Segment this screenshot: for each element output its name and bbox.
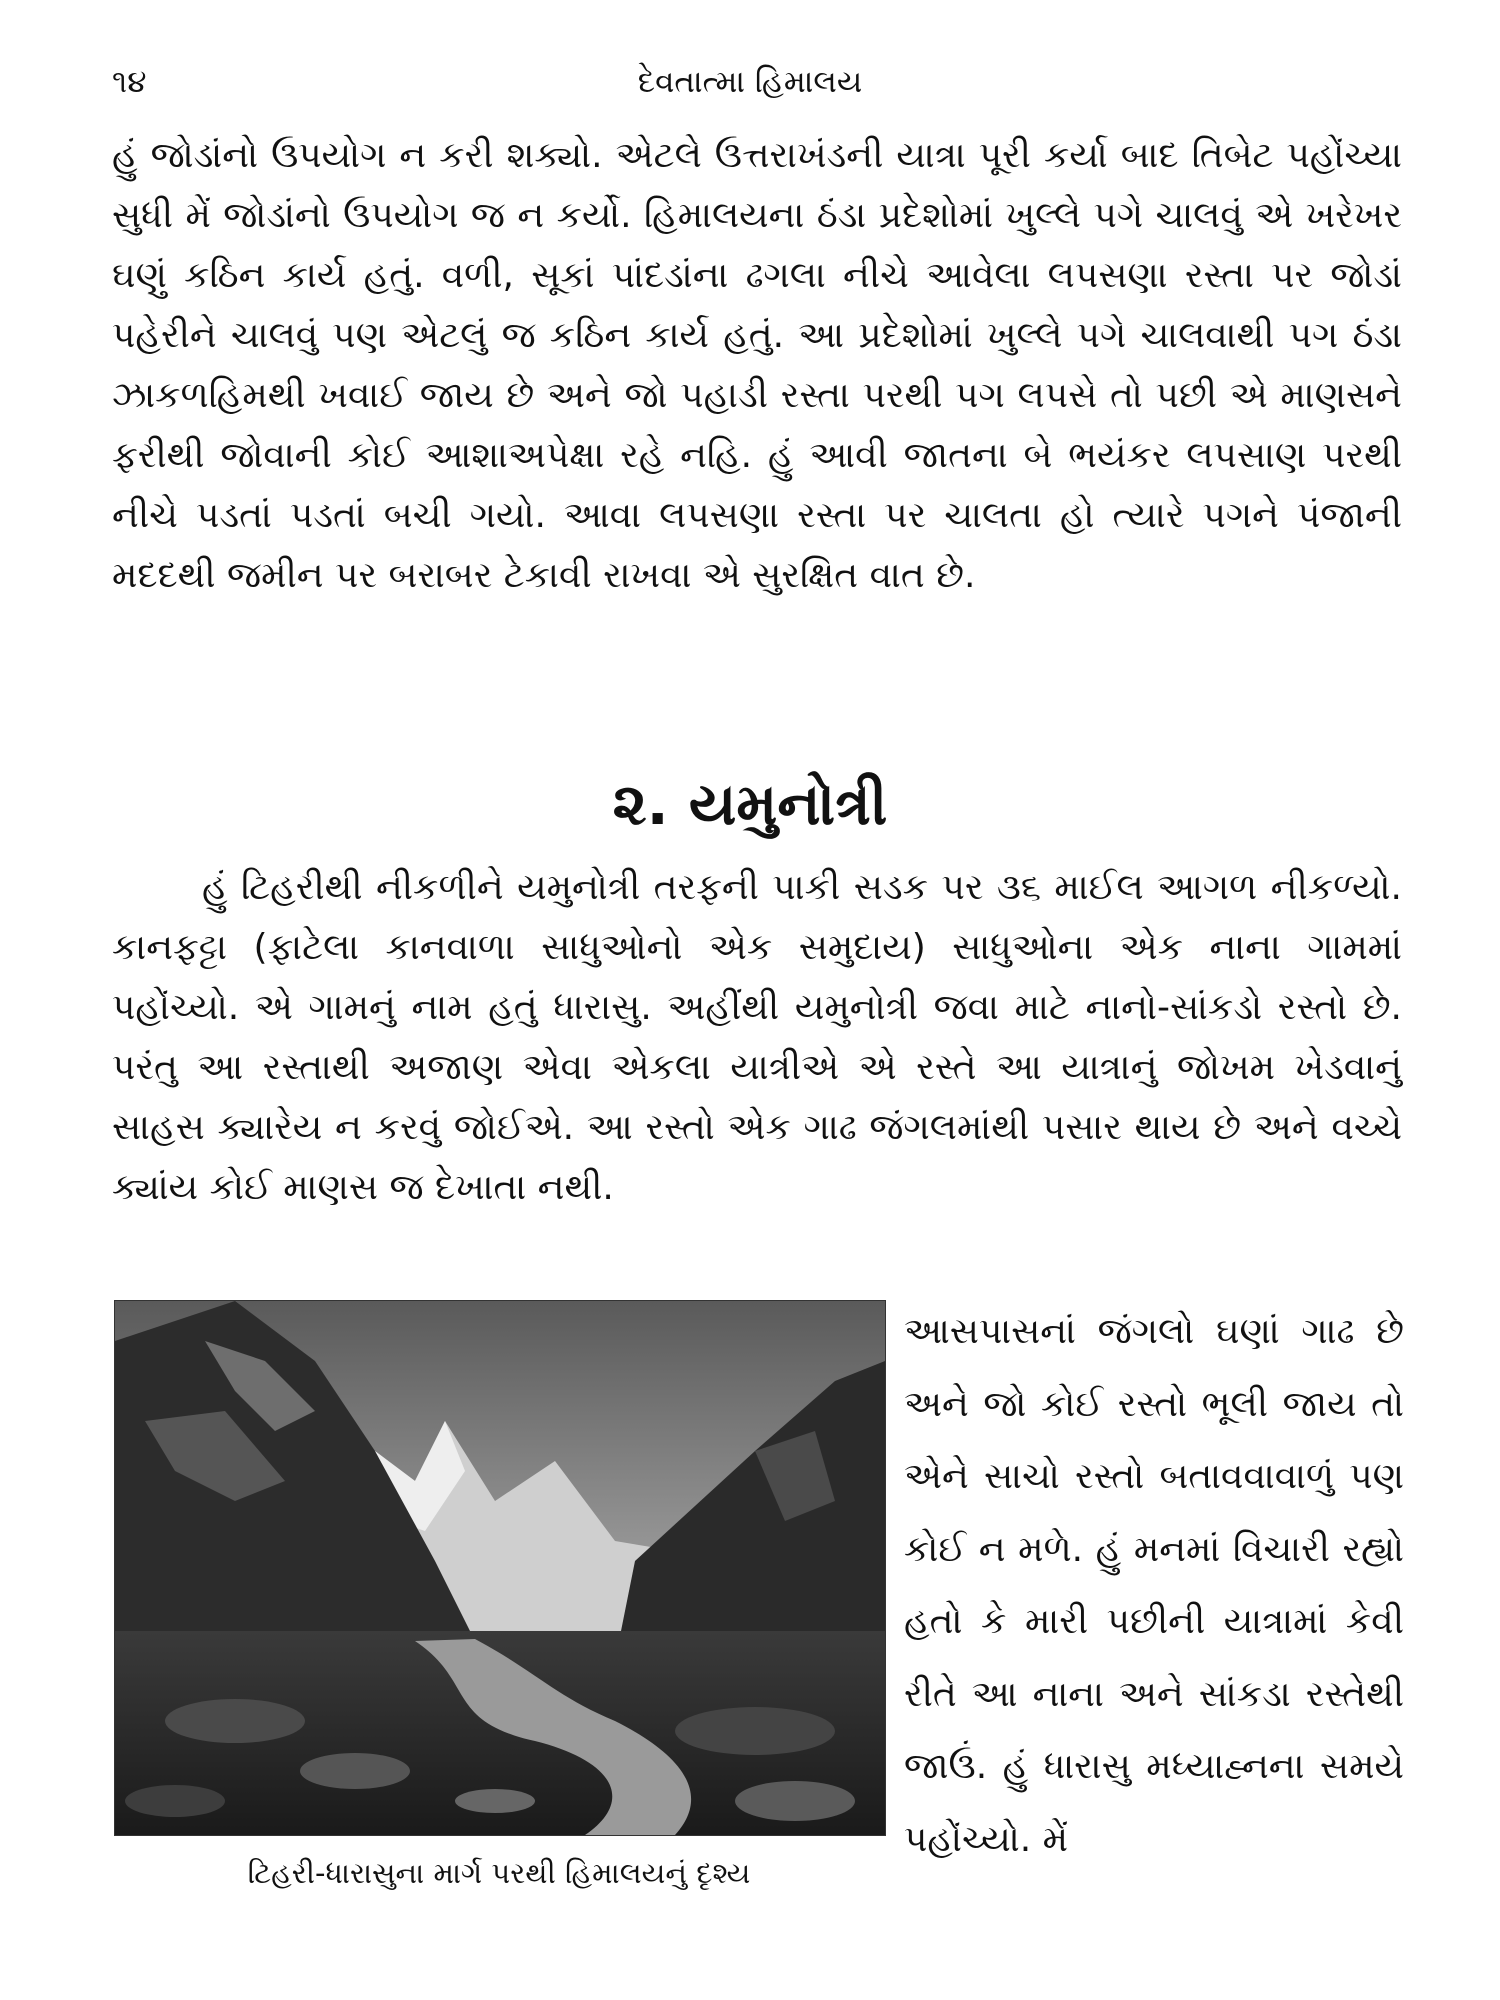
- running-title: દેવતાત્મા હિમાલય: [637, 64, 863, 100]
- figure-caption: ટિહરી-ધારાસુના માર્ગ પરથી હિમાલયનું દૃશ્ય: [247, 1856, 751, 1890]
- mountain-valley-image: [115, 1301, 885, 1835]
- paragraph-2: હું ટિહરીથી નીકળીને યમુનોત્રી તરફની પાકી સડક પર ૩૬ માઈલ આગળ નીકળ્યો. કાનફટ્ટા (ફાટેલા કાનવાળા સાધુઓનો એક સમુદાય) સાધુઓના એક નાના ગામમાં પહોંચ્યો. એ ગામનું નામ હતું ધારાસુ. અહીંથી યમુનોત્રી જવા માટે નાનો-સાંકડો રસ્તો છે. પરંતુ આ રસ્તાથી અજાણ એવા એકલા યાત્રીએ એ રસ્તે આ યાત્રાનું જોખમ ખેડવાનું સાહસ ક્યારેય ન કરવું જોઈએ. આ રસ્તો એક ગાઢ જંગલમાંથી પસાર થાય છે અને વચ્ચે ક્યાંય કોઈ માણસ જ દેખાતા નથી.: [112, 867, 1402, 1208]
- page-number: ૧૪: [112, 64, 147, 100]
- side-column-text: આસપાસનાં જંગલો ઘણાં ગાઢ છે અને જો કોઈ રસ્તો ભૂલી જાય તો એને સાચો રસ્તો બતાવવાવાળું પણ કોઈ ન મળે. હું મનમાં વિચારી રહ્યો હતો કે મારી પછીની યાત્રામાં કેવી રીતે આ નાના અને સાંકડા રસ્તેથી જાઉં. હું ધારાસુ મધ્યાહ્નના સમયે પહોંચ્યો. મેં: [904, 1311, 1404, 1860]
- himalaya-photo: [114, 1300, 886, 1836]
- paragraph-1: હું જોડાંનો ઉપયોગ ન કરી શક્યો. એટલે ઉત્તરાખંડની યાત્રા પૂરી કર્યા બાદ તિબેટ પહોંચ્યા સુધી મેં જોડાંનો ઉપયોગ જ ન કર્યો. હિમાલયના ઠંડા પ્રદેશોમાં ખુલ્લે પગે ચાલવું એ ખરેખર ઘણું કઠિન કાર્ય હતું. વળી, સૂકાં પાંદડાંના ઢગલા નીચે આવેલા લપસણા રસ્તા પર જોડાં પહેરીને ચાલવું પણ એટલું જ કઠિન કાર્ય હતું. આ પ્રદેશોમાં ખુલ્લે પગે ચાલવાથી પગ ઠંડા ઝાકળહિમથી ખવાઈ જાય છે અને જો પહાડી રસ્તા પરથી પગ લપસે તો પછી એ માણસને ફરીથી જોવાની કોઈ આશાઅપેક્ષા રહે નહિ. હું આવી જાતના બે ભયંકર લપસાણ પરથી નીચે પડતાં પડતાં બચી ગયો. આવા લપસણા રસ્તા પર ચાલતા હો ત્યારે પગને પંજાની મદદથી જમીન પર બરાબર ટેકાવી રાખવા એ સુરક્ષિત વાત છે.: [112, 135, 1402, 596]
- running-header: [112, 64, 1388, 108]
- section-heading: ૨. યમુનોત્રી: [612, 770, 888, 838]
